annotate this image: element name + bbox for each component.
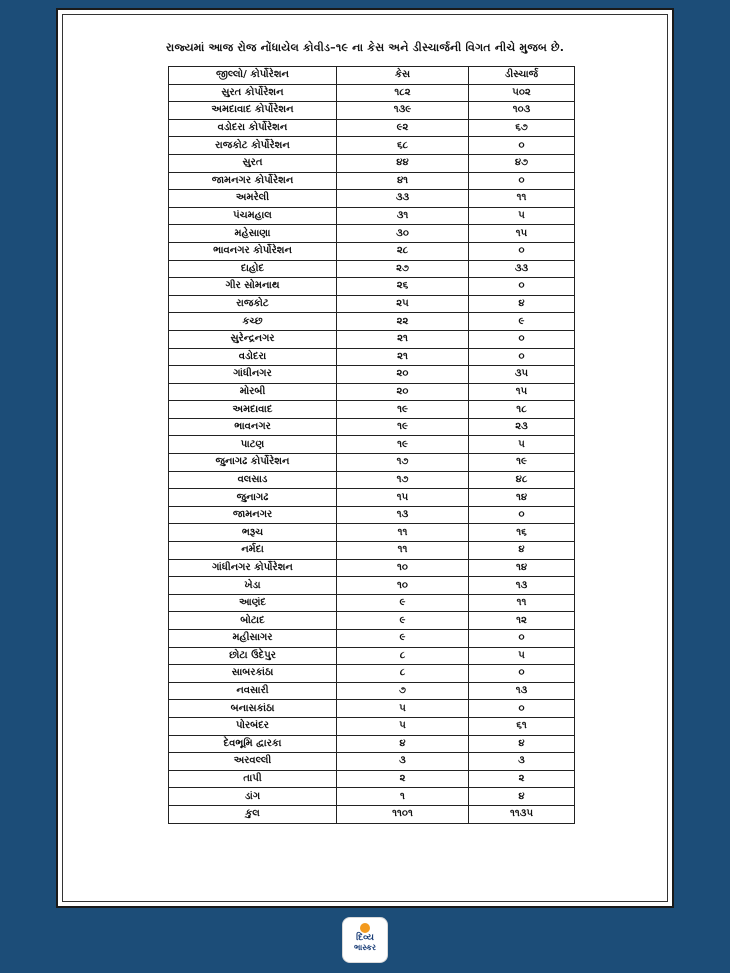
- cell-cases: ૯: [337, 594, 469, 612]
- cell-discharge: ૩૫: [469, 366, 575, 384]
- table-row: [169, 665, 575, 683]
- cell-cases: ૧૯: [337, 418, 469, 436]
- cell-discharge: ૩: [469, 753, 575, 771]
- cell-district: દેવભૂમિ દ્વારકા: [169, 735, 337, 753]
- cell-discharge: ૧૪: [469, 489, 575, 507]
- cell-discharge: ૦: [469, 330, 575, 348]
- table-row: [169, 190, 575, 208]
- cell-district: તાપી: [169, 770, 337, 788]
- cell-discharge: ૧૨: [469, 612, 575, 630]
- table-row: [169, 84, 575, 102]
- table-row: [169, 313, 575, 331]
- cell-discharge: ૪૮: [469, 471, 575, 489]
- cell-district: રાજકોટ: [169, 295, 337, 313]
- cell-discharge: ૧૧: [469, 594, 575, 612]
- table-row: [169, 717, 575, 735]
- table-row: [169, 418, 575, 436]
- cell-cases: ૮: [337, 647, 469, 665]
- cell-cases: ૩: [337, 753, 469, 771]
- cell-district: ભાવનગર: [169, 418, 337, 436]
- cell-cases: ૩૧: [337, 207, 469, 225]
- table-row: [169, 102, 575, 120]
- cell-discharge: ૧૬: [469, 524, 575, 542]
- cell-cases: ૧૯: [337, 436, 469, 454]
- cell-cases: ૧૧: [337, 524, 469, 542]
- header-district: જીલ્લો/ કોર્પોરેશન: [169, 67, 337, 85]
- table-row: [169, 225, 575, 243]
- cell-discharge: ૦: [469, 700, 575, 718]
- cell-cases: ૧૯: [337, 401, 469, 419]
- table-row: [169, 137, 575, 155]
- cell-district: નવસારી: [169, 682, 337, 700]
- cell-district: ગાંધીનગર કોર્પોરેશન: [169, 559, 337, 577]
- table-row: [169, 542, 575, 560]
- cell-district: સુરેન્દ્રનગર: [169, 330, 337, 348]
- cell-discharge: ૧૦૩: [469, 102, 575, 120]
- cell-district: નર્મદા: [169, 542, 337, 560]
- table-row: [169, 647, 575, 665]
- cell-district: અમરેલી: [169, 190, 337, 208]
- cell-cases: ૧૭: [337, 471, 469, 489]
- cell-cases: ૨૮: [337, 242, 469, 260]
- cell-discharge: ૬૧: [469, 717, 575, 735]
- table-row: [169, 454, 575, 472]
- cell-district: ખેડા: [169, 577, 337, 595]
- cell-cases: ૧: [337, 788, 469, 806]
- cell-district: ગીર સોમનાથ: [169, 278, 337, 296]
- cell-district: વડોદરા: [169, 348, 337, 366]
- cell-district: મોરબી: [169, 383, 337, 401]
- table-row: [169, 577, 575, 595]
- sun-icon: [360, 923, 370, 933]
- cell-district: મહીસાગર: [169, 630, 337, 648]
- cell-district: જામનગર કોર્પોરેશન: [169, 172, 337, 190]
- cell-district: મહેસાણા: [169, 225, 337, 243]
- table-row: [169, 788, 575, 806]
- cell-discharge: ૧૯: [469, 454, 575, 472]
- table-row: [169, 366, 575, 384]
- cell-district: જામનગર: [169, 506, 337, 524]
- table-row: [169, 524, 575, 542]
- divya-bhaskar-logo: [342, 917, 388, 963]
- header-cases: કેસ: [337, 67, 469, 85]
- cell-cases: ૧૩: [337, 506, 469, 524]
- table-row: [169, 119, 575, 137]
- cell-district: જુનાગઢ: [169, 489, 337, 507]
- cell-district: બોટાદ: [169, 612, 337, 630]
- cell-cases: ૯: [337, 630, 469, 648]
- cell-discharge: ૧૪: [469, 559, 575, 577]
- table-row: [169, 559, 575, 577]
- cell-cases: ૨: [337, 770, 469, 788]
- logo-text-line1: દિવ્ય: [356, 933, 374, 943]
- document-frame: [56, 8, 674, 908]
- cell-discharge: ૧૮: [469, 401, 575, 419]
- cell-cases: ૮: [337, 665, 469, 683]
- cell-district: ગાંધીનગર: [169, 366, 337, 384]
- cell-district: કચ્છ: [169, 313, 337, 331]
- cell-cases: ૨૭: [337, 260, 469, 278]
- cell-cases: ૪૪: [337, 154, 469, 172]
- cell-district: ડાંગ: [169, 788, 337, 806]
- cell-discharge: ૧૩: [469, 577, 575, 595]
- cell-district: છોટા ઉદેપુર: [169, 647, 337, 665]
- covid-cases-table: [168, 66, 575, 824]
- cell-discharge: ૦: [469, 242, 575, 260]
- cell-cases: ૯: [337, 612, 469, 630]
- cell-discharge: ૩૩: [469, 260, 575, 278]
- cell-district: અરવલ્લી: [169, 753, 337, 771]
- cell-district: અમદાવાદ કોર્પોરેશન: [169, 102, 337, 120]
- cell-discharge: ૨: [469, 770, 575, 788]
- table-row: [169, 295, 575, 313]
- cell-district: જુનાગઢ કોર્પોરેશન: [169, 454, 337, 472]
- cell-cases: ૨૧: [337, 330, 469, 348]
- cell-discharge: ૫: [469, 647, 575, 665]
- cell-district: આણંદ: [169, 594, 337, 612]
- table-row: [169, 436, 575, 454]
- table-row: [169, 805, 575, 823]
- table-row: [169, 330, 575, 348]
- cell-discharge: ૦: [469, 137, 575, 155]
- cell-district: સુરત કોર્પોરેશન: [169, 84, 337, 102]
- table-row: [169, 700, 575, 718]
- cell-discharge: ૦: [469, 665, 575, 683]
- cell-discharge: ૫૦૨: [469, 84, 575, 102]
- cell-discharge: ૧૧: [469, 190, 575, 208]
- cell-district: બનાસકાંઠા: [169, 700, 337, 718]
- cell-district: ભરૂચ: [169, 524, 337, 542]
- cell-district: પાટણ: [169, 436, 337, 454]
- table-row: [169, 348, 575, 366]
- cell-discharge: ૧૫: [469, 225, 575, 243]
- cell-discharge: ૪: [469, 788, 575, 806]
- cell-cases: ૨૦: [337, 366, 469, 384]
- cell-discharge: ૦: [469, 278, 575, 296]
- logo-text-line2: ભાસ્કર: [353, 943, 377, 952]
- cell-discharge: ૪: [469, 735, 575, 753]
- cell-district: અમદાવાદ: [169, 401, 337, 419]
- cell-district: પંચમહાલ: [169, 207, 337, 225]
- table-row: [169, 260, 575, 278]
- cell-discharge: ૪: [469, 295, 575, 313]
- table-row: [169, 207, 575, 225]
- table-row: [169, 753, 575, 771]
- cell-district: વલસાડ: [169, 471, 337, 489]
- cell-discharge: ૦: [469, 348, 575, 366]
- table-row: [169, 594, 575, 612]
- cell-district: સાબરકાંઠા: [169, 665, 337, 683]
- cell-cases: ૫: [337, 700, 469, 718]
- table-row: [169, 735, 575, 753]
- table-row: [169, 630, 575, 648]
- cell-cases: ૫: [337, 717, 469, 735]
- table-row: [169, 770, 575, 788]
- cell-district: કુલ: [169, 805, 337, 823]
- cell-cases: ૨૦: [337, 383, 469, 401]
- cell-cases: ૧૧: [337, 542, 469, 560]
- cell-discharge: ૫: [469, 436, 575, 454]
- table-row: [169, 154, 575, 172]
- header-discharge: ડીસ્ચાર્જ: [469, 67, 575, 85]
- cell-district: દાહોદ: [169, 260, 337, 278]
- cell-discharge: ૨૩: [469, 418, 575, 436]
- cell-discharge: ૪૭: [469, 154, 575, 172]
- table-row: [169, 383, 575, 401]
- cell-cases: ૧૭: [337, 454, 469, 472]
- cell-discharge: ૦: [469, 506, 575, 524]
- cell-cases: ૨૧: [337, 348, 469, 366]
- table-row: [169, 242, 575, 260]
- cell-discharge: ૬૭: [469, 119, 575, 137]
- cell-discharge: ૪: [469, 542, 575, 560]
- cell-district: વડોદરા કોર્પોરેશન: [169, 119, 337, 137]
- cell-district: ભાવનગર કોર્પોરેશન: [169, 242, 337, 260]
- table-row: [169, 401, 575, 419]
- cell-discharge: ૧૩: [469, 682, 575, 700]
- table-header-row: [169, 67, 575, 85]
- cell-discharge: ૦: [469, 630, 575, 648]
- cell-cases: ૨૫: [337, 295, 469, 313]
- table-row: [169, 682, 575, 700]
- cell-cases: ૨૬: [337, 278, 469, 296]
- cell-discharge: ૦: [469, 172, 575, 190]
- cell-cases: ૩૩: [337, 190, 469, 208]
- cell-cases: ૧૩૯: [337, 102, 469, 120]
- table-row: [169, 489, 575, 507]
- cell-district: પોરબંદર: [169, 717, 337, 735]
- cell-discharge: ૯: [469, 313, 575, 331]
- document-heading: રાજ્યમાં આજ રોજ નોંધાયેલ કોવીડ–૧૯ ના કેસ અને ડીસ્ચાર્જની વિગત નીચે મુજબ છે.: [165, 41, 565, 54]
- table-row: [169, 506, 575, 524]
- cell-cases: ૧૮૨: [337, 84, 469, 102]
- cell-cases: ૧૫: [337, 489, 469, 507]
- cell-district: રાજકોટ કોર્પોરેશન: [169, 137, 337, 155]
- cell-cases: ૬૮: [337, 137, 469, 155]
- cell-cases: ૭: [337, 682, 469, 700]
- document-inner-border: [62, 14, 668, 902]
- cell-cases: ૪૧: [337, 172, 469, 190]
- cell-cases: ૯૨: [337, 119, 469, 137]
- cell-cases: ૧૦: [337, 577, 469, 595]
- cell-discharge: ૧૫: [469, 383, 575, 401]
- cell-cases: ૧૧૦૧: [337, 805, 469, 823]
- table-row: [169, 612, 575, 630]
- table-row: [169, 471, 575, 489]
- cell-discharge: ૫: [469, 207, 575, 225]
- cell-cases: ૨૨: [337, 313, 469, 331]
- cell-cases: ૩૦: [337, 225, 469, 243]
- table-row: [169, 278, 575, 296]
- cell-discharge: ૧૧૩૫: [469, 805, 575, 823]
- table-row: [169, 172, 575, 190]
- cell-cases: ૧૦: [337, 559, 469, 577]
- cell-cases: ૪: [337, 735, 469, 753]
- cell-district: સુરત: [169, 154, 337, 172]
